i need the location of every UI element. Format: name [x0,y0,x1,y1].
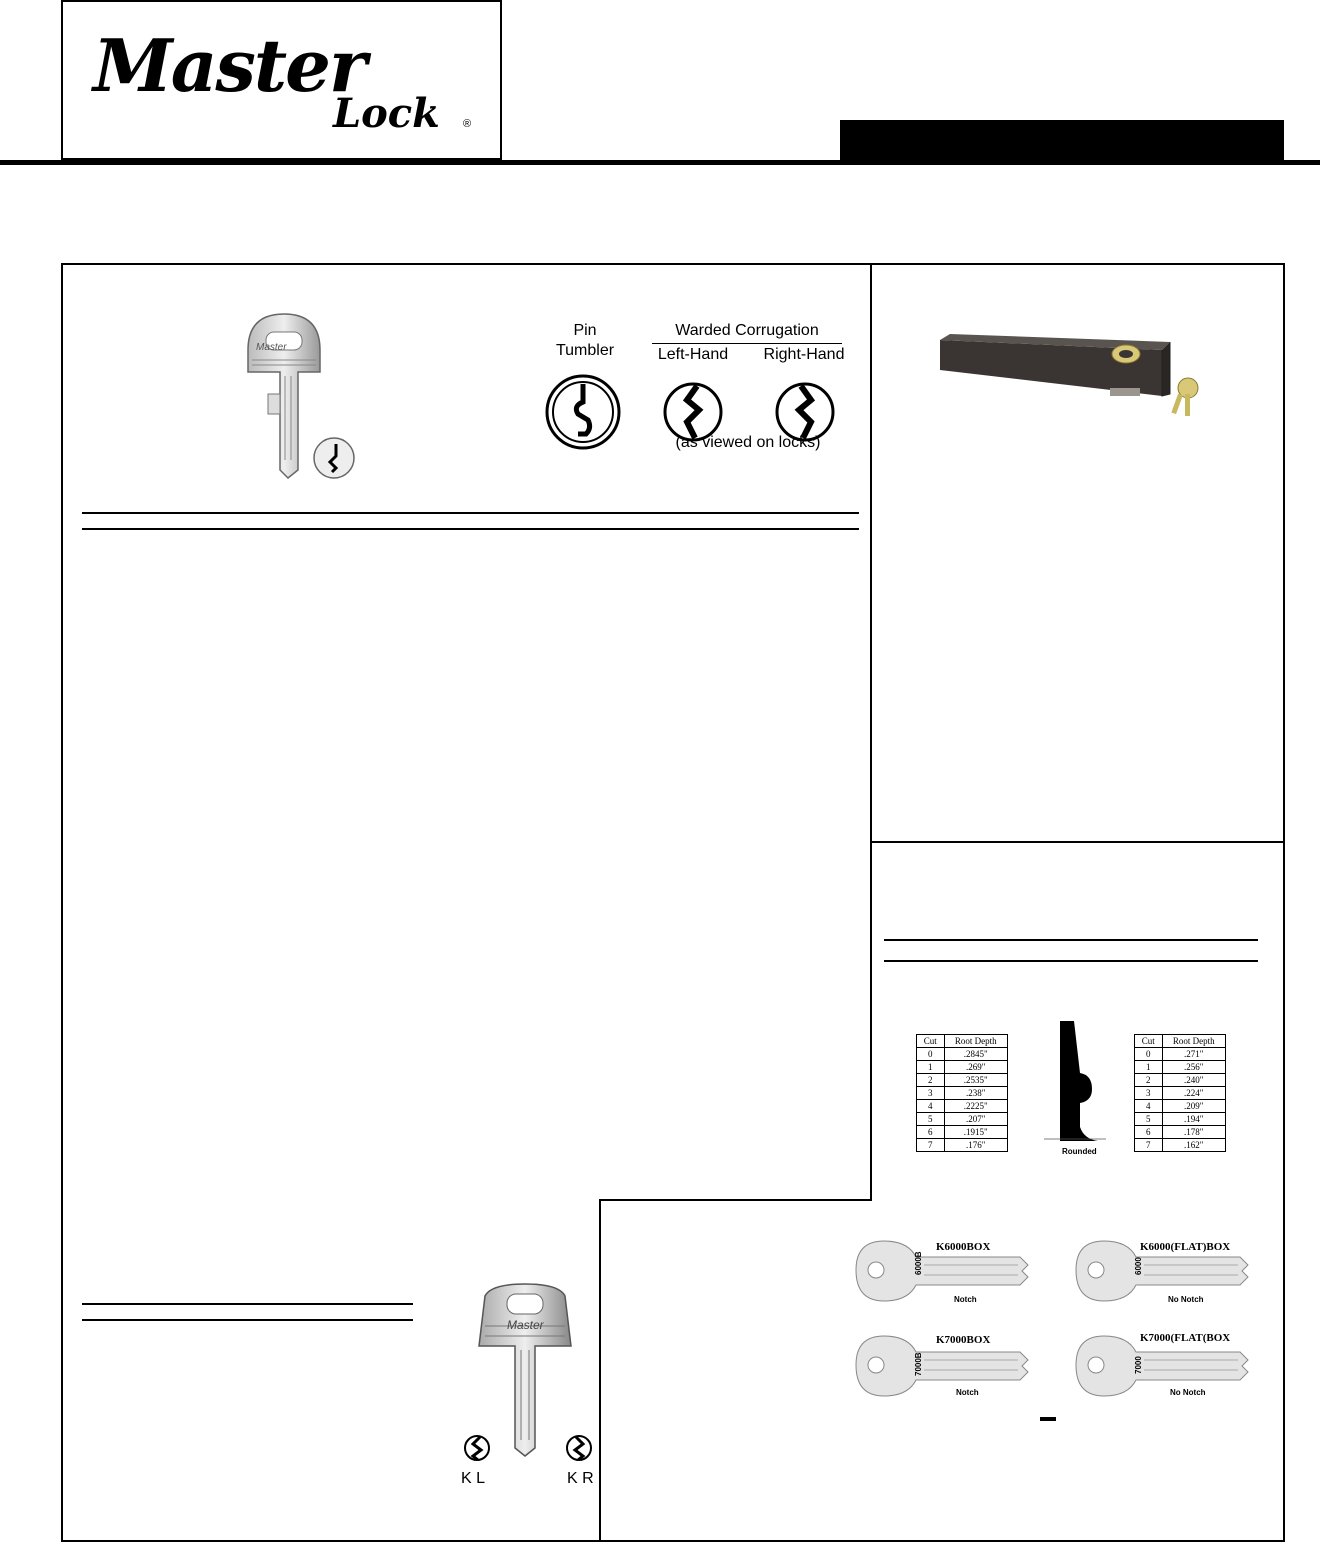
depth-value: .269" [944,1061,1007,1074]
depth-value: .2535" [944,1074,1007,1087]
section-rule-lower-2 [82,1319,413,1321]
section-rule-1 [82,512,859,514]
key-blank-k6000flatbox [1068,1235,1258,1325]
blank-note: Notch [954,1295,977,1304]
profile-label: Rounded [1062,1147,1097,1156]
blank-note: Notch [956,1388,979,1397]
depth-value: .209" [1162,1100,1225,1113]
table-row [917,1113,1008,1126]
depth-value: .271" [1162,1048,1225,1061]
brand-logo [93,23,493,140]
divider-horizontal-step [600,1199,872,1201]
section-rule-2 [82,528,859,530]
cut-value: 0 [1135,1048,1163,1061]
header-cut: Cut [1135,1035,1163,1048]
table-row [1135,1087,1226,1100]
pin-label-line1: Pin [573,322,597,339]
keyway-diagram [540,320,850,470]
cut-profile-icon [1040,1015,1120,1145]
blank-name: K6000BOX [936,1241,991,1253]
cut-value: 3 [1135,1087,1163,1100]
cut-value: 5 [1135,1113,1163,1126]
right-corrugation-icon [567,1436,591,1460]
header-cut: Cut [917,1035,945,1048]
depth-value: .162" [1162,1139,1225,1152]
key-blank-k6000box [848,1235,1048,1325]
kl-label: K L [461,1470,486,1487]
depth-value: .238" [944,1087,1007,1100]
cut-value: 2 [917,1074,945,1087]
key-blanks-image [848,1235,1258,1423]
depth-value: .176" [944,1139,1007,1152]
cut-value: 6 [1135,1126,1163,1139]
depth-value: .2225" [944,1100,1007,1113]
table-row [1135,1061,1226,1074]
divider-horizontal-right [870,841,1285,843]
table-row [1135,1100,1226,1113]
cut-value: 1 [917,1061,945,1074]
cut-value: 4 [1135,1100,1163,1113]
depth-value: .256" [1162,1061,1225,1074]
left-corrugation-icon [465,1436,489,1460]
depth-value: .207" [944,1113,1007,1126]
keyway-note: (as viewed on locks) [675,434,821,451]
cut-value: 7 [917,1139,945,1152]
depth-value: .2845" [944,1048,1007,1061]
depth-value: .1915" [944,1126,1007,1139]
kr-label: K R [567,1470,594,1487]
divider-vertical-lower [599,1199,601,1542]
key-blank-k7000flatbox [1068,1330,1258,1420]
depth-value: .240" [1162,1074,1225,1087]
table-row [917,1100,1008,1113]
key-blank-k7000box [848,1330,1048,1420]
cut-value: 7 [1135,1139,1163,1152]
cut-value: 4 [917,1100,945,1113]
header-root-depth: Root Depth [944,1035,1007,1048]
header-rule [0,160,1320,165]
key-icon [455,1280,595,1470]
keyway-symbols [540,370,850,480]
dash-mark [1040,1417,1056,1421]
large-key-image [455,1280,595,1490]
table-row [1135,1048,1226,1061]
blank-name: K6000(FLAT)BOX [1140,1241,1231,1253]
key-cut-profile [1040,1015,1120,1160]
blank-stamp: 7000 [1134,1356,1143,1374]
left-hand-corrugation-icon [665,384,721,440]
small-key-image [238,310,356,482]
right-hand-label: Right-Hand [763,346,845,363]
table-row [917,1061,1008,1074]
pin-tumbler-icon [547,376,619,448]
header-root-depth: Root Depth [1162,1035,1225,1048]
warded-title-rule [652,343,842,344]
cut-table-right [1134,1034,1226,1152]
table-row [917,1048,1008,1061]
cut-value: 2 [1135,1074,1163,1087]
left-hand-label: Left-Hand [657,346,729,363]
divider-vertical-upper [870,263,872,1201]
section-rule-right-1 [884,939,1258,941]
table-row [917,1126,1008,1139]
right-hand-corrugation-icon [777,384,833,440]
blank-stamp: 6000B [914,1251,923,1275]
table-row [917,1087,1008,1100]
cut-value: 6 [917,1126,945,1139]
cut-value: 3 [917,1087,945,1100]
logo-box [61,0,502,160]
depth-value: .194" [1162,1113,1225,1126]
table-row [1135,1139,1226,1152]
cut-value: 1 [1135,1061,1163,1074]
pin-label-line2: Tumbler [555,342,615,359]
depth-value: .178" [1162,1126,1225,1139]
small-key-stamp: Master [256,342,287,353]
table-row [917,1074,1008,1087]
cut-value: 0 [917,1048,945,1061]
large-key-stamp: Master [507,1318,544,1332]
header-black-tab [840,120,1284,162]
blank-stamp: 7000B [914,1352,923,1376]
table-row [1135,1126,1226,1139]
blank-name: K7000(FLAT(BOX [1140,1332,1231,1344]
logo-word-master: Master [93,23,365,108]
blank-stamp: 6000 [1134,1257,1143,1275]
blank-note: No Notch [1170,1388,1206,1397]
cut-table-left [916,1034,1008,1152]
depth-value: .224" [1162,1087,1225,1100]
cut-table-header [1135,1035,1226,1048]
cut-value: 5 [917,1113,945,1126]
table-row [917,1139,1008,1152]
warded-title: Warded Corrugation [675,322,819,339]
table-row [1135,1074,1226,1087]
logo-word-lock: Lock [333,90,440,137]
lock-box-product-image [930,320,1210,420]
table-row [1135,1113,1226,1126]
lock-box-icon [930,320,1210,420]
key-icon [238,310,356,482]
cut-table-header [917,1035,1008,1048]
section-rule-right-2 [884,960,1258,962]
section-rule-lower-1 [82,1303,413,1305]
blank-name: K7000BOX [936,1334,991,1346]
registered-mark: ® [463,118,472,130]
blank-note: No Notch [1168,1295,1204,1304]
